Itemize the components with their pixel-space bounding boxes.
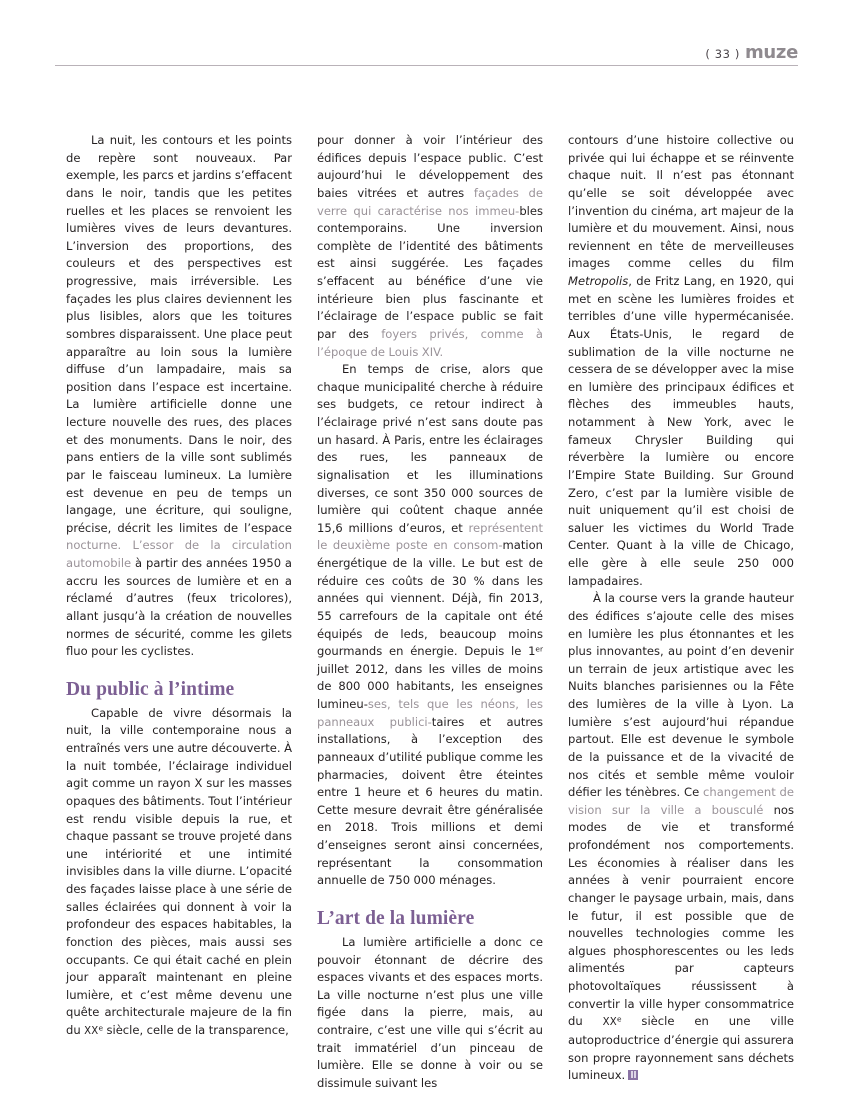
small-caps-century: XX xyxy=(84,1026,99,1037)
folio-page-number: ( 33 ) xyxy=(705,47,740,61)
text-run: bles contemporains. Une inversion complète de l’identité des bâtiments est ainsi suggérée. Les façades s’effacent au bénéfice d’une vie intérieure bien plus fascinante et l’éclairage de l’espace public se fait par des xyxy=(317,203,543,341)
article-end-mark-icon xyxy=(628,1070,638,1080)
body-paragraph xyxy=(66,132,292,661)
text-run: pour donner à voir l’intérieur des édifices depuis l’espace public. C’est aujourd’hui le développement des baies vitrées et autres xyxy=(317,133,543,200)
text-run: juillet 2012, dans les villes de moins de 800 000 habitants, les enseignes lumineu- xyxy=(317,661,543,711)
body-paragraph xyxy=(66,705,292,1041)
text-run: siècle, celle de la transparence, xyxy=(103,1023,289,1037)
italic-title-run: Metropolis xyxy=(568,274,629,288)
superscript-ordinal: e xyxy=(98,1023,103,1033)
text-run: mation énergétique de la ville. Le but est de réduire ces coûts de 30 % dans les années qui viennent. Déjà, fin 2013, 55 carrefours de la capitale ont été équipés de leds, beaucoup moins gourmands en énergie. Depuis le 1 xyxy=(317,538,543,659)
body-paragraph xyxy=(317,934,543,1093)
text-run: En temps de crise, alors que chaque municipalité cherche à réduire ses budgets, ce retour indirect à l’éclairage privé n’est sans doute pas un hasard. À Paris, entre les éclairages des rues, les panneaux de signalisation et les illuminations diverses, ce sont 350 000 sources de lumière qui coûtent chaque année 15,6 millions d’euros, et xyxy=(317,362,543,535)
article-columns xyxy=(66,132,794,1093)
text-run: nos modes de vie et transformé profondément nos comportements. Les économies à réaliser dans les années à venir pourraient encore changer le paysage urbain, mais, dans le futur, il est possible que de nouvelles technologies comme les algues phosphorescentes ou les leds alimentés par capteurs photovoltaïques réussissent à convertir la ville hyper consommatrice du xyxy=(568,802,794,1029)
text-run: contours d’une histoire collective ou privée qui lui échappe et se réinvente chaque nuit. Il n’est pas étonnant qu’elle se soit développée avec l’invention du cinéma, art majeur de la lumière et du mouvement. Ainsi, nous reviennent en tête de merveilleuses images comme celles du film xyxy=(568,133,794,271)
section-heading: L’art de la lumière xyxy=(317,907,475,929)
superscript-ordinal: er xyxy=(535,644,543,654)
column-3 xyxy=(568,132,794,1085)
body-paragraph xyxy=(317,361,543,890)
text-run: À la course vers la grande hauteur des édifices s’ajoute celle des mises en lumière les plus étonnantes et les plus innovantes, au point d’en devenir un terrain de jeux artistique avec les Nuits blanches parisiennes ou la Fête des lumières de la ville à Lyon. La lumière s’est aujourd’hui répandue partout. Elle est devenue le symbole de la puissance et de la vivacité de nos cités et semble même vouloir défier les ténèbres. Ce xyxy=(568,591,794,800)
header-rule xyxy=(55,65,798,66)
faded-text-run: changement de vision sur la ville a bousculé xyxy=(568,785,794,817)
body-paragraph xyxy=(568,132,794,590)
text-run: Capable de vivre désormais la nuit, la ville contemporaine nous a entraînés vers une autre découverte. À la nuit tombée, l’éclairage individuel agit comme un rayon X sur les masses opaques des bâtiments. Tout l’intérieur est rendu visible depuis la rue, et chaque passant se trouve projeté dans une intériorité et une intimité invisibles dans la ville diurne. L’opacité des façades laisse place à une série de salles éclairées qui donnent à voir la profondeur des espaces habitables, la fonction des pièces, mais aussi ses occupants. Ce qui était caché en plein jour apparaît maintenant en pleine lumière, et c’est même devenu une quête architecturale majeure de la fin du xyxy=(66,705,292,1037)
magazine-brand: muze xyxy=(744,42,798,63)
text-run: taires et autres installations, à l’exception des panneaux d’utilité publique comme les pharmacies, doivent être éteintes entre 1 heure et 6 heures du matin. Cette mesure devrait être généralisée en 2018. Trois millions et demi d’enseignes seront ainsi concernées, représentant la consommation annuelle de 750 000 ménages. xyxy=(317,714,543,888)
small-caps-century: XX xyxy=(602,1017,617,1029)
faded-text-run: nocturne. L’essor de la circulation automobile xyxy=(66,538,292,570)
column-2 xyxy=(317,132,543,1093)
page-running-head xyxy=(55,40,798,66)
text-run: , de Fritz Lang, en 1920, qui met en scène les lumières froides et terribles d’une ville hypermécanisée. Aux États-Unis, le regard de sublimation de la ville nocturne ne cessera de se développer avec la mise en lumière des principaux édifices et flèches des immeubles hauts, notamment à New York, avec le fameux Chrysler Building qui réverbère la lumière ou encore l’Empire State Building. Sur Ground Zero, c’est par la lumière visible de nuit uniquement qu’il est choisi de saluer les victimes du World Trade Center. Quant à la ville de Chicago, elle gère à elle seule 250 000 lampadaires. xyxy=(568,274,794,588)
text-run: La nuit, les contours et les points de repère sont nouveaux. Par exemple, les parcs et jardins s’effacent dans le noir, tandis que les petites ruelles et les places se renvoient les lumières vives de leurs devantures. L’inversion des proportions, des couleurs et des perspectives est progressive, mais irréversible. Les façades les plus claires deviennent les plus lisibles, alors que les toitures sombres disparaissent. Une place peut apparaître au loin sous la lumière diffuse d’un lampadaire, mais sa position dans l’espace est incertaine. La lumière artificielle donne une lecture nouvelle des rues, des places et des monuments. Dans le noir, des pans entiers de la ville sont sublimés par le faisceau lumineux. La lumière est devenue en peu de temps un langage, une écriture, qui souligne, précise, décrit les limites de l’espace xyxy=(66,133,292,535)
section-heading: Du public à l’intime xyxy=(66,678,235,700)
superscript-ordinal: e xyxy=(616,1014,622,1024)
body-paragraph xyxy=(568,590,794,1085)
faded-text-run: représentent le deuxième poste en consom- xyxy=(317,520,543,553)
column-1 xyxy=(66,132,292,1041)
body-paragraph xyxy=(317,132,543,361)
text-run: La lumière artificielle a donc ce pouvoir étonnant de décrire des espaces vivants et des espaces morts. La ville nocturne n’est plus une ville figée dans la pierre, mais, au contraire, c’est une ville qui s’écrit au trait immatériel d’un pinceau de lumière. Elle se donne à voir ou se dissimule suivant les xyxy=(317,934,543,1090)
text-run: à partir des années 1950 a accru les sources de lumière et en a réclamé d’autres (feux tricolores), allant jusqu’à la création de nouvelles normes de sécurité, comme les gilets fluo pour les cyclistes. xyxy=(66,556,292,659)
faded-text-run: ses, tels que les néons, les panneaux publici- xyxy=(317,697,543,729)
text-run: siècle en une ville autoproductrice d’énergie qui assurera son propre rayonnement sans déchets lumineux. xyxy=(568,1014,794,1083)
faded-text-run: façades de verre qui caractérise nos immeu- xyxy=(317,185,543,218)
folio xyxy=(705,42,798,63)
faded-text-run: foyers privés, comme à l’époque de Louis XIV. xyxy=(317,326,543,359)
